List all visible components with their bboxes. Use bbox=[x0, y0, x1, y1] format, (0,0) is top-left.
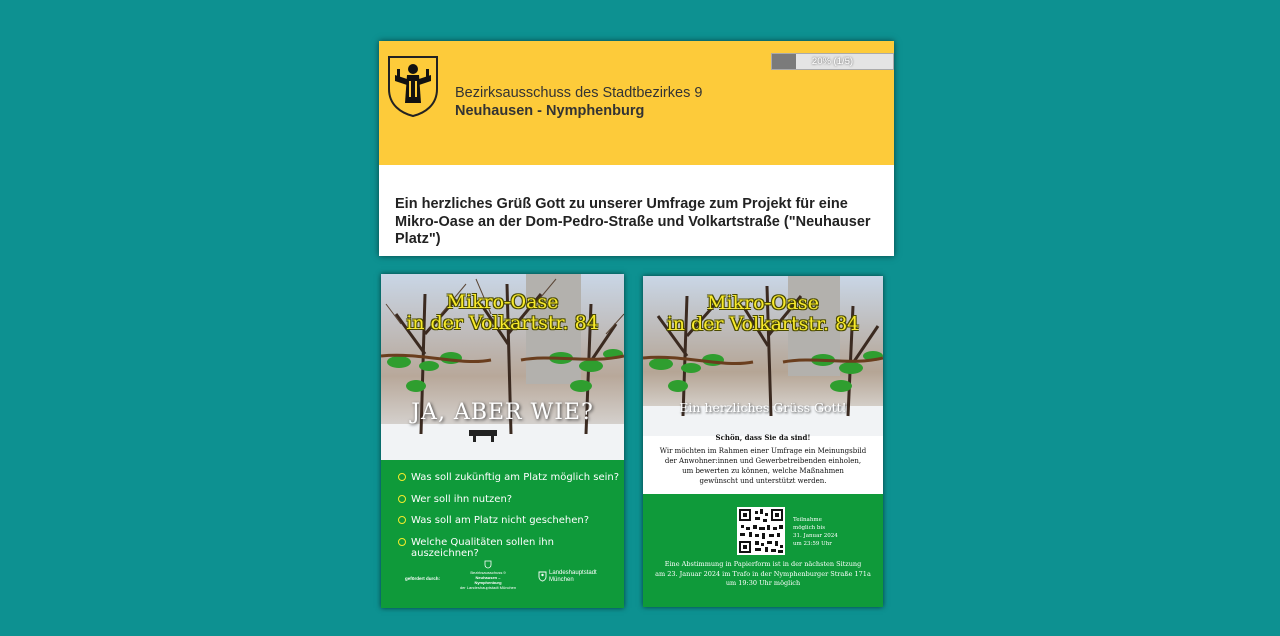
munich-crest-icon bbox=[538, 571, 547, 582]
organization-name: Bezirksausschuss des Stadtbezirkes 9 bbox=[455, 85, 703, 101]
paper-vote-note: Eine Abstimmung in Papierform ist in der nächsten Sitzung am 23. Januar 2024 im Trafo in der Nymphenburger Straße 171a um 19:30 Uhr möglich bbox=[655, 560, 871, 587]
survey-progress-bar bbox=[771, 53, 894, 70]
welcome-text: Schön, dass Sie da sind! bbox=[715, 433, 811, 442]
munich-coat-of-arms-icon bbox=[387, 55, 439, 117]
district-name: Neuhausen - Nymphenburg bbox=[455, 103, 645, 119]
survey-description: Wir möchten im Rahmen einer Umfrage ein Meinungsbild der Anwohner:innen und Gewerbetreibenden einholen, um bewerten zu können, welche Maßnahmen gewünscht und unterstützt werden. bbox=[659, 447, 867, 485]
question-list bbox=[398, 472, 624, 558]
sponsor-district-committee: Bezirksausschuss 9 Neuhausen – Nymphenburg der Landeshauptstadt München bbox=[453, 560, 523, 590]
poster-left-slogan: JA, ABER WIE? bbox=[411, 400, 594, 425]
question-item: Was soll zukünftig am Platz möglich sein? bbox=[398, 472, 624, 494]
progress-label: 20% (1/5) bbox=[811, 56, 854, 67]
participation-deadline: Teilnahme möglich bis 31. Januar 2024 um 23:59 Uhr bbox=[793, 517, 838, 547]
poster-right-greeting: Ein herzliches Grüss Gott! bbox=[679, 400, 847, 415]
poster-right-title-line1: Mikro-Oase bbox=[707, 292, 819, 314]
survey-intro-title: Ein herzliches Grüß Gott zu unserer Umfrage zum Projekt für eine Mikro-Oase an der Dom-Pedro-Straße und Volkartstraße ("Neuhauser Platz") bbox=[395, 196, 871, 247]
header-banner bbox=[379, 41, 894, 165]
survey-header-card bbox=[379, 41, 894, 256]
sponsor-city-munich: Landeshauptstadt München bbox=[538, 570, 608, 584]
participation-panel bbox=[643, 494, 883, 607]
circle-bullet-icon bbox=[398, 473, 406, 481]
circle-bullet-icon bbox=[398, 516, 406, 524]
question-item: Welche Qualitäten sollen ihn auszeichnen? bbox=[398, 537, 624, 559]
circle-bullet-icon bbox=[398, 538, 406, 546]
poster-left-title-line1: Mikro-Oase bbox=[446, 291, 559, 313]
qr-code-icon bbox=[737, 507, 785, 555]
question-item: Wer soll ihn nutzen? bbox=[398, 494, 624, 516]
circle-bullet-icon bbox=[398, 495, 406, 503]
poster-left-title-line2: in der Volkartstr. 84 bbox=[406, 312, 599, 334]
coat-of-arms-icon bbox=[484, 560, 492, 569]
question-item: Was soll am Platz nicht geschehen? bbox=[398, 515, 624, 537]
poster-right-title-line2: in der Volkartstr. 84 bbox=[666, 313, 860, 335]
poster-ja-aber-wie bbox=[381, 274, 624, 608]
questions-panel bbox=[381, 460, 624, 608]
poster-gruss-gott bbox=[643, 276, 883, 607]
funding-label: gefördert durch: bbox=[405, 576, 441, 581]
